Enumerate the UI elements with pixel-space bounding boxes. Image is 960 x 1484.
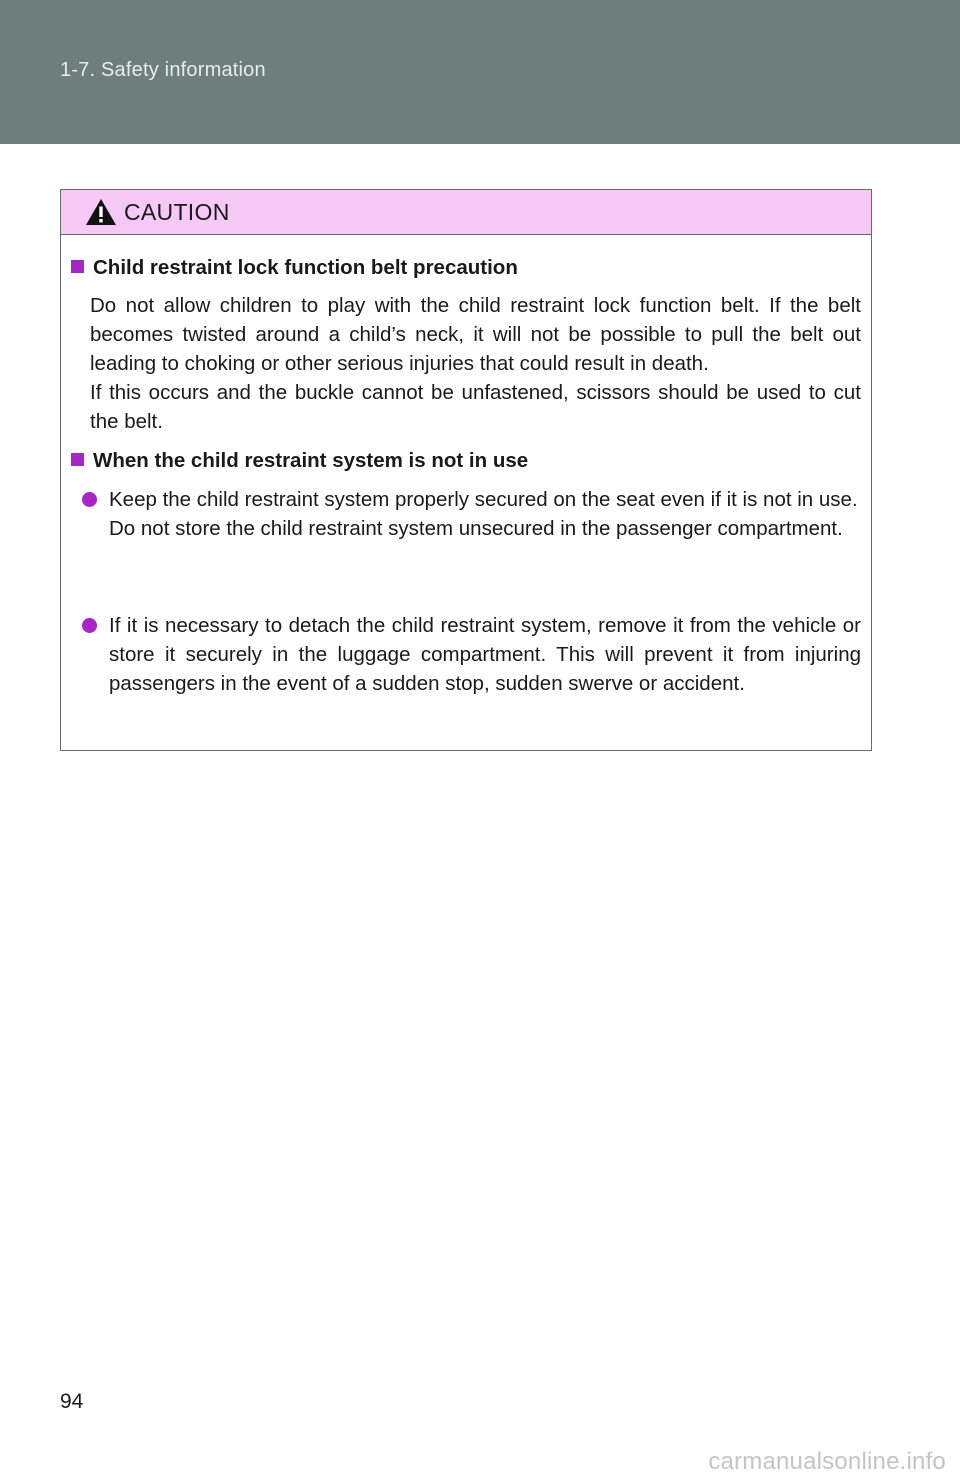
section-heading-text: When the child restraint system is not in use <box>93 449 529 472</box>
round-bullet-icon <box>82 492 97 507</box>
bullet-text: Do not store the child restraint system unsecured in the passenger compartment. <box>109 517 843 540</box>
section-label: 1-7. Safety information <box>60 59 266 81</box>
lock-belt-paragraph-2: If this occurs and the buckle cannot be unfastened, scissors should be used to cut the belt. <box>90 381 861 433</box>
header-band <box>0 0 960 144</box>
square-bullet-icon <box>71 260 84 273</box>
lock-belt-paragraph-1: Do not allow children to play with the child restraint lock function belt. If the belt becomes twisted around a child’s neck, it will not be possible to pull the belt out leading to choking or other serious injuries that could result in death. <box>90 294 861 375</box>
watermark: carmanualsonline.info <box>708 1448 946 1475</box>
bullet-text: If it is necessary to detach the child restraint system, remove it from the vehicle or store it securely in the luggage compartment. This will prevent it from injuring passengers in the event of a sudden stop, sudden swerve or accident. <box>109 614 861 695</box>
caution-header <box>61 190 871 235</box>
caution-box <box>60 189 872 751</box>
section-heading-text: Child restraint lock function belt precaution <box>93 256 518 279</box>
warning-triangle-icon <box>85 198 117 226</box>
caution-title: CAUTION <box>124 199 230 225</box>
page-number: 94 <box>60 1390 84 1413</box>
bullet-text: Keep the child restraint system properly secured on the seat even if it is not in use. <box>109 488 858 511</box>
bullet-item-keep-secured <box>82 485 861 543</box>
square-bullet-icon <box>71 453 84 466</box>
section-heading-not-in-use <box>71 449 528 473</box>
section-heading-lock-belt <box>71 256 518 280</box>
round-bullet-icon <box>82 618 97 633</box>
bullet-item-detach <box>82 611 861 698</box>
